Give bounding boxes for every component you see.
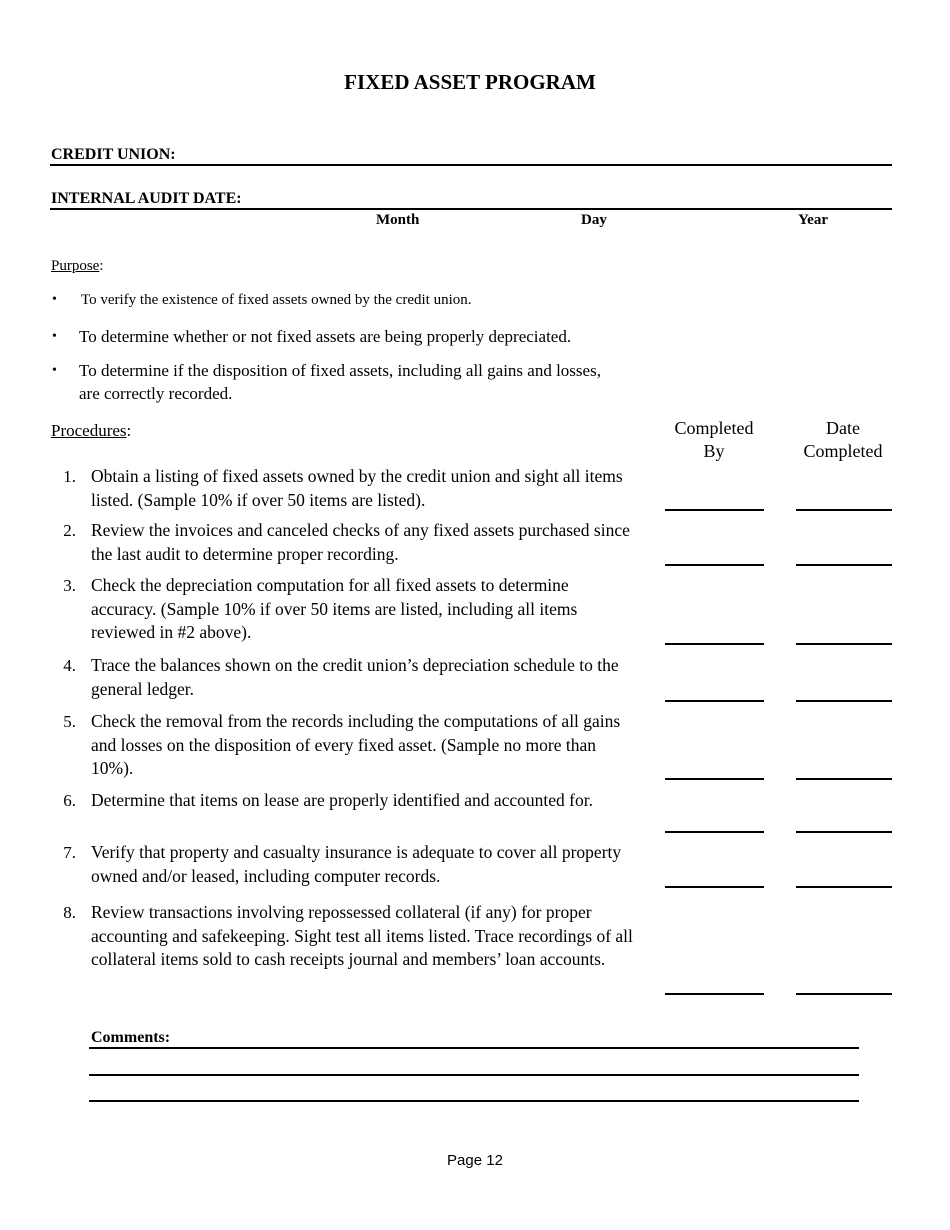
page-title: FIXED ASSET PROGRAM [344,70,596,94]
step-number: 2. [63,521,76,540]
completed-by-field[interactable] [665,886,764,888]
completed-by-field[interactable] [665,564,764,566]
col-completed-by: Completed By [674,418,754,461]
completed-by-field[interactable] [665,993,764,995]
step-number: 4. [63,656,76,675]
step-text: Check the depreciation computation for all fixed assets to determine accuracy. (Sample 10% if over 50 items are listed, including all items reviewed in #2 above). [91,575,578,642]
step-number: 6. [63,791,76,810]
date-completed-field[interactable] [796,509,892,511]
comments-line[interactable] [89,1100,859,1102]
step-text: Check the removal from the records including the computations of all gains and losses on the disposition of every fixed asset. (Sample no more than 10%). [91,711,621,778]
month-label: Month [376,212,420,228]
audit-date-line[interactable] [50,208,892,210]
date-completed-field[interactable] [796,831,892,833]
date-completed-field[interactable] [796,643,892,645]
completed-by-field[interactable] [665,509,764,511]
step-text: Verify that property and casualty insurance is adequate to cover all property owned and/or leased, including computer records. [91,842,622,886]
step-number: 3. [63,576,76,595]
step-text: Review the invoices and canceled checks of any fixed assets purchased since the last audit to determine proper recording. [91,520,630,564]
procedures-heading: Procedures: [51,421,132,440]
credit-union-label: CREDIT UNION: [51,146,176,163]
date-completed-field[interactable] [796,778,892,780]
date-completed-field[interactable] [796,886,892,888]
comments-line[interactable] [89,1047,859,1049]
step-text: Determine that items on lease are properly identified and accounted for. [91,790,593,810]
step-text: Obtain a listing of fixed assets owned by the credit union and sight all items listed. (Sample 10% if over 50 items are listed). [91,466,623,510]
audit-date-label: INTERNAL AUDIT DATE: [51,190,242,207]
page-number: Page 12 [447,1152,503,1169]
year-label: Year [798,212,828,228]
completed-by-field[interactable] [665,778,764,780]
comments-line[interactable] [89,1074,859,1076]
step-number: 5. [63,712,76,731]
bullet-icon: • [52,329,57,344]
comments-label: Comments: [91,1029,171,1046]
purpose-item: To verify the existence of fixed assets owned by the credit union. [81,292,472,308]
day-label: Day [581,212,607,228]
step-number: 8. [63,903,76,922]
credit-union-line[interactable] [50,164,892,166]
date-completed-field[interactable] [796,993,892,995]
date-completed-field[interactable] [796,700,892,702]
purpose-heading: Purpose: [51,258,104,274]
completed-by-field[interactable] [665,643,764,645]
bullet-icon: • [52,292,57,307]
step-number: 7. [63,843,76,862]
step-text: Trace the balances shown on the credit union’s depreciation schedule to the general ledger. [91,655,619,699]
completed-by-field[interactable] [665,831,764,833]
date-completed-field[interactable] [796,564,892,566]
purpose-item: To determine whether or not fixed assets are being properly depreciated. [79,327,572,346]
step-number: 1. [63,467,76,486]
bullet-icon: • [52,363,57,378]
step-text: Review transactions involving repossessed collateral (if any) for proper accounting and safekeeping. Sight test all items listed. Trace recordings of all collateral items sold to cash receipts journal and members’ loan accounts. [91,902,633,969]
purpose-item: To determine if the disposition of fixed assets, including all gains and losses, are correctly recorded. [79,361,601,403]
col-date-completed: Date Completed [803,418,883,461]
completed-by-field[interactable] [665,700,764,702]
